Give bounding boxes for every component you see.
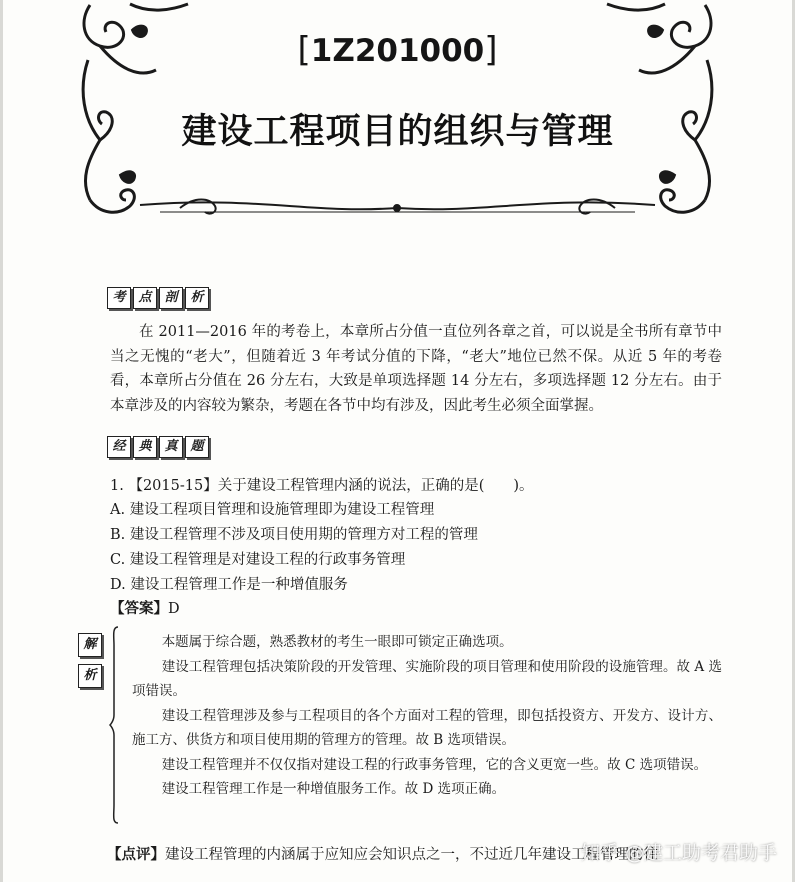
analysis-paragraph: 本题属于综合题，熟悉教材的考生一眼即可锁定正确选项。	[161, 634, 513, 650]
bracket-right: ]	[484, 30, 498, 70]
intro-paragraph: 在 2011—2016 年的考卷上，本章所占分值一直位列各章之首，可以说是全书所有章节中当之无愧的“老大”，但随着近 3 年考试分值的下降，“老大”地位已然不保。从近 5 年的考卷看，本章所占分值在 26 分左右，大致是单项选择题 14 分左右，多项选择题 12 分左右。由于本章涉及的内容较为繁杂，考题在各节中均有涉及，因此考生必须全面掌握。	[110, 324, 722, 414]
chapter-code-text: 1Z201000	[310, 33, 485, 69]
tag-char: 析	[185, 287, 209, 309]
bracket-left: [	[297, 30, 311, 70]
option-d: D. 建设工程管理工作是一种增值服务	[110, 577, 348, 593]
answer-value: D	[168, 601, 180, 617]
analysis-paragraph: 建设工程管理涉及参与工程项目的各个方面对工程的管理，即包括投资方、开发方、设计方、施工方、供货方和项目使用期的管理方的管理。故 B 选项错误。	[132, 707, 722, 748]
analysis-paragraph: 建设工程管理包括决策阶段的开发管理、实施阶段的项目管理和使用阶段的设施管理。故 A 选项错误。	[132, 658, 722, 699]
comment-label: 【点评】	[107, 846, 165, 863]
analysis-paragraph: 建设工程管理工作是一种增值服务工作。故 D 选项正确。	[161, 781, 506, 797]
option-a: A. 建设工程项目管理和设施管理即为建设工程管理	[110, 502, 435, 518]
answer-line	[110, 597, 180, 621]
tag-char: 典	[133, 436, 157, 458]
tag-char: 剖	[159, 287, 183, 309]
analysis-label-char: 解	[78, 633, 102, 657]
section-tag-analysis	[107, 287, 209, 309]
comment-text: 建设工程管理的内涵属于应知应会知识点之一，不过近几年建设工程管理的往	[165, 847, 658, 863]
watermark: 知乎 @建工助考君助手	[580, 842, 777, 864]
analysis-body	[132, 630, 722, 802]
option-b: B. 建设工程管理不涉及项目使用期的管理方对工程的管理	[110, 527, 478, 543]
chapter-title: 建设工程项目的组织与管理	[181, 111, 614, 152]
chapter-code	[0, 30, 795, 70]
comment-line	[107, 843, 658, 864]
tag-char: 真	[159, 436, 183, 458]
section-tag-classic	[107, 436, 209, 458]
option-c: C. 建设工程管理是对建设工程的行政事务管理	[110, 552, 406, 568]
tag-char: 点	[133, 287, 157, 309]
analysis-paragraph: 建设工程管理并不仅仅指对建设工程的行政事务管理，它的含义更宽一些。故 C 选项错误。	[161, 756, 708, 773]
question-stem: 1. 【2015-15】关于建设工程管理内涵的说法，正确的是( )。	[110, 478, 534, 494]
tag-char: 经	[107, 436, 131, 458]
analysis-label-char: 析	[78, 664, 102, 688]
tag-char: 题	[185, 436, 209, 458]
analysis-brace	[108, 625, 122, 825]
tag-char: 考	[107, 287, 131, 309]
answer-label: 【答案】	[110, 600, 168, 617]
